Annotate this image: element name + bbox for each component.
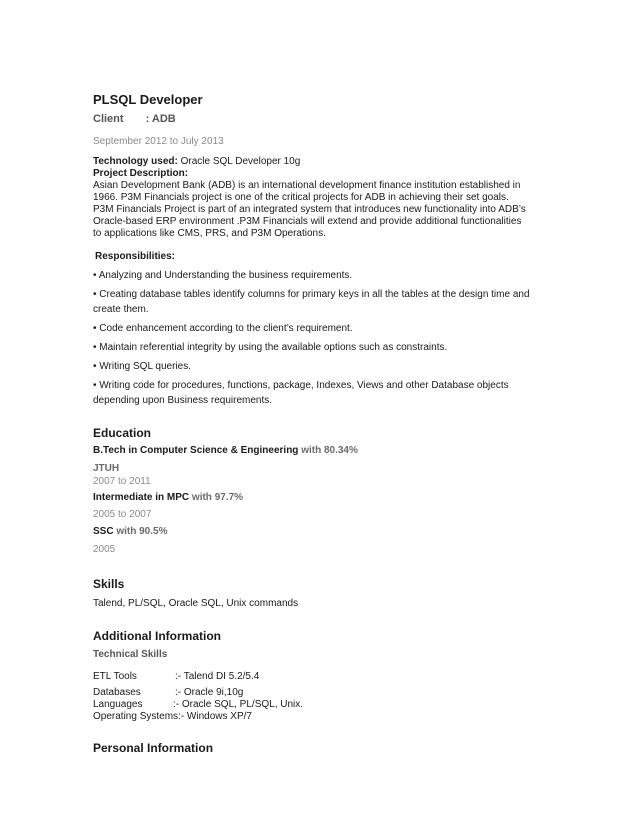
- project-period: September 2012 to July 2013: [93, 136, 224, 147]
- btech-score: with 80.34%: [301, 445, 358, 456]
- btech-degree: B.Tech in Computer Science & Engineering: [93, 445, 299, 456]
- responsibility-item: • Maintain referential integrity by using the available options such as constraints.: [93, 342, 448, 353]
- tech-skill-label: Databases: [93, 687, 141, 698]
- inter-score: with 97.7%: [191, 492, 244, 503]
- description-label: Project Description:: [93, 168, 189, 179]
- tech-skill-label: Operating Systems: [93, 711, 179, 722]
- responsibility-item-cont: depending upon Business requirements.: [93, 395, 273, 406]
- description-line: 1966. P3M Financials project is one of the critical projects for ADB in achieving their set goals.: [93, 192, 509, 203]
- ssc-line: [93, 525, 548, 538]
- skills-heading: Skills: [93, 577, 125, 591]
- responsibility-item: • Code enhancement according to the client’s requirement.: [93, 323, 353, 334]
- technology-label: Technology used:: [93, 156, 178, 167]
- ssc-score: with 90.5%: [116, 526, 168, 537]
- technology-line: [93, 156, 548, 168]
- tech-skill-value: :- Windows XP/7: [178, 711, 252, 722]
- description-line: to applications like CMS, PRS, and P3M Operations.: [93, 228, 326, 239]
- tech-skill-value: :- Talend DI 5.2/5.4: [175, 671, 260, 682]
- description-line: P3M Financials Project is part of an integrated system that introduces new functionality into ADB’s: [93, 204, 526, 215]
- project-title: PLSQL Developer: [93, 92, 203, 107]
- client-value: : ADB: [145, 113, 176, 125]
- tech-skill-row: [93, 671, 548, 683]
- responsibility-item: • Writing code for procedures, functions, package, Indexes, Views and other Database objects: [93, 380, 509, 391]
- education-heading: Education: [93, 426, 152, 440]
- responsibility-item: • Creating database tables identify columns for primary keys in all the tables at the design time and: [93, 289, 530, 300]
- tech-skill-row: [93, 699, 548, 711]
- description-line: Asian Development Bank (ADB) is an international development finance institution established in: [93, 180, 521, 191]
- tech-skill-row: [93, 687, 548, 699]
- personal-info-heading: Personal Information: [93, 741, 214, 755]
- technical-skills-heading: Technical Skills: [93, 649, 168, 660]
- client-line: [93, 112, 548, 126]
- skills-list: Talend, PL/SQL, Oracle SQL, Unix commands: [93, 598, 299, 609]
- tech-skill-label: ETL Tools: [93, 671, 137, 682]
- inter-degree: Intermediate in MPC: [93, 492, 190, 503]
- responsibility-item: • Analyzing and Understanding the business requirements.: [93, 270, 353, 281]
- resume-content: [93, 92, 548, 756]
- responsibilities-heading: Responsibilities:: [95, 251, 176, 262]
- btech-line: [93, 444, 548, 457]
- tech-skill-row: [93, 711, 548, 723]
- tech-skill-label: Languages: [93, 699, 143, 710]
- ssc-degree: SSC: [93, 526, 114, 537]
- technology-value: Oracle SQL Developer 10g: [180, 156, 301, 167]
- tech-skill-value: :- Oracle 9i,10g: [175, 687, 244, 698]
- inter-years: 2005 to 2007: [93, 509, 152, 520]
- ssc-year: 2005: [93, 544, 116, 555]
- client-label: Client: [93, 113, 124, 125]
- responsibility-item-cont: create them.: [93, 304, 149, 315]
- btech-years: 2007 to 2011: [93, 476, 151, 487]
- inter-line: [93, 491, 548, 504]
- additional-info-heading: Additional Information: [93, 629, 221, 643]
- tech-skill-value: :- Oracle SQL, PL/SQL, Unix.: [173, 699, 304, 710]
- responsibility-item: • Writing SQL queries.: [93, 361, 191, 372]
- description-line: Oracle-based ERP environment .P3M Financials will extend and provide additional functionalities: [93, 216, 522, 227]
- btech-university: JTUH: [93, 463, 120, 474]
